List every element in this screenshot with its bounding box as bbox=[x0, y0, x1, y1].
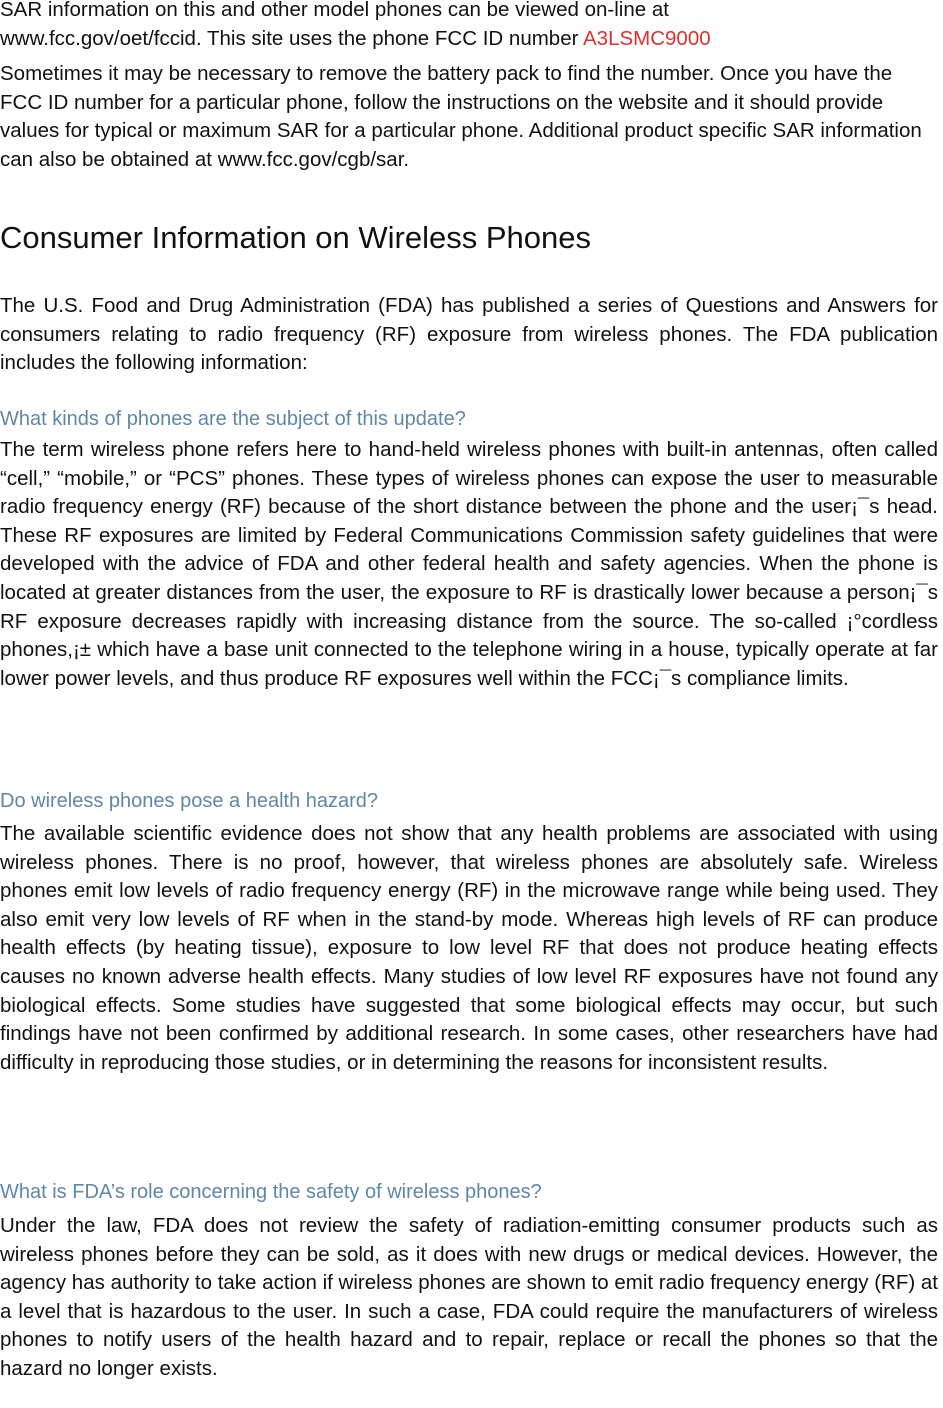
page-title: Consumer Information on Wireless Phones bbox=[0, 220, 591, 255]
fcc-id: A3LSMC9000 bbox=[583, 26, 711, 50]
answer-paragraph: The available scientific evidence does not show that any health problems are associated with using wireless phones. There is no proof, however, that wireless phones are absolutely safe. Wireless phones emit low levels of radio frequency energy (RF) in the microwave range while being used. They also emit very low levels of RF when in the stand-by mode. Whereas high levels of RF can produce health effects (by heating tissue), exposure to low level RF that does not produce heating effects causes no known adverse health effects. Many studies of low level RF exposures have not found any biological effects. Some studies have suggested that some biological effects may occur, but such findings have not been confirmed by additional research. In some cases, other researchers have had difficulty in reproducing those studies, or in determining the reasons for inconsistent results. bbox=[0, 822, 938, 1074]
sar-intro-line2: www.fcc.gov/oet/fccid. This site uses the phone FCC ID number bbox=[0, 26, 583, 50]
overview-paragraph: The U.S. Food and Drug Administration (FDA) has published a series of Questions and Answers for consumers relating to radio frequency (RF) exposure from wireless phones. The FDA publication includes the following information: bbox=[0, 294, 938, 375]
question-heading: Do wireless phones pose a health hazard? bbox=[0, 790, 379, 812]
question-heading: What is FDA’s role concerning the safety of wireless phones? bbox=[0, 1181, 542, 1203]
question-heading: What kinds of phones are the subject of this update? bbox=[0, 408, 466, 430]
battery-paragraph: Sometimes it may be necessary to remove the battery pack to find the number. Once you have the FCC ID number for a particular phone, follow the instructions on the website and it should provide values for typical or maximum SAR for a particular phone. Additional product specific SAR information can also be obtained at www.fcc.gov/cgb/sar. bbox=[0, 62, 922, 171]
answer-paragraph: The term wireless phone refers here to hand-held wireless phones with built-in antennas, often called “cell,” “mobile,” or “PCS” phones. These types of wireless phones can expose the user to measurable radio frequency energy (RF) because of the short distance between the phone and the user¡¯s head. These RF exposures are limited by Federal Communications Commission safety guidelines that were developed with the advice of FDA and other federal health and safety agencies. When the phone is located at greater distances from the user, the exposure to RF is drastically lower because a person¡¯s RF exposure decreases rapidly with increasing distance from the source. The so-called ¡°cordless phones,¡± which have a base unit connected to the telephone wiring in a house, typically operate at far lower power levels, and thus produce RF exposures well within the FCC¡¯s compliance limits. bbox=[0, 438, 938, 690]
sar-intro-line1: SAR information on this and other model phones can be viewed on-line at bbox=[0, 0, 669, 21]
sar-intro bbox=[0, 0, 940, 53]
answer-paragraph: Under the law, FDA does not review the safety of radiation-emitting consumer products such as wireless phones before they can be sold, as it does with new drugs or medical devices. However, the agency has authority to take action if wireless phones are shown to emit radio frequency energy (RF) at a level that is hazardous to the user. In such a case, FDA could require the manufacturers of wireless phones to notify users of the health hazard and to repair, replace or recall the phones so that the hazard no longer exists. bbox=[0, 1214, 938, 1380]
